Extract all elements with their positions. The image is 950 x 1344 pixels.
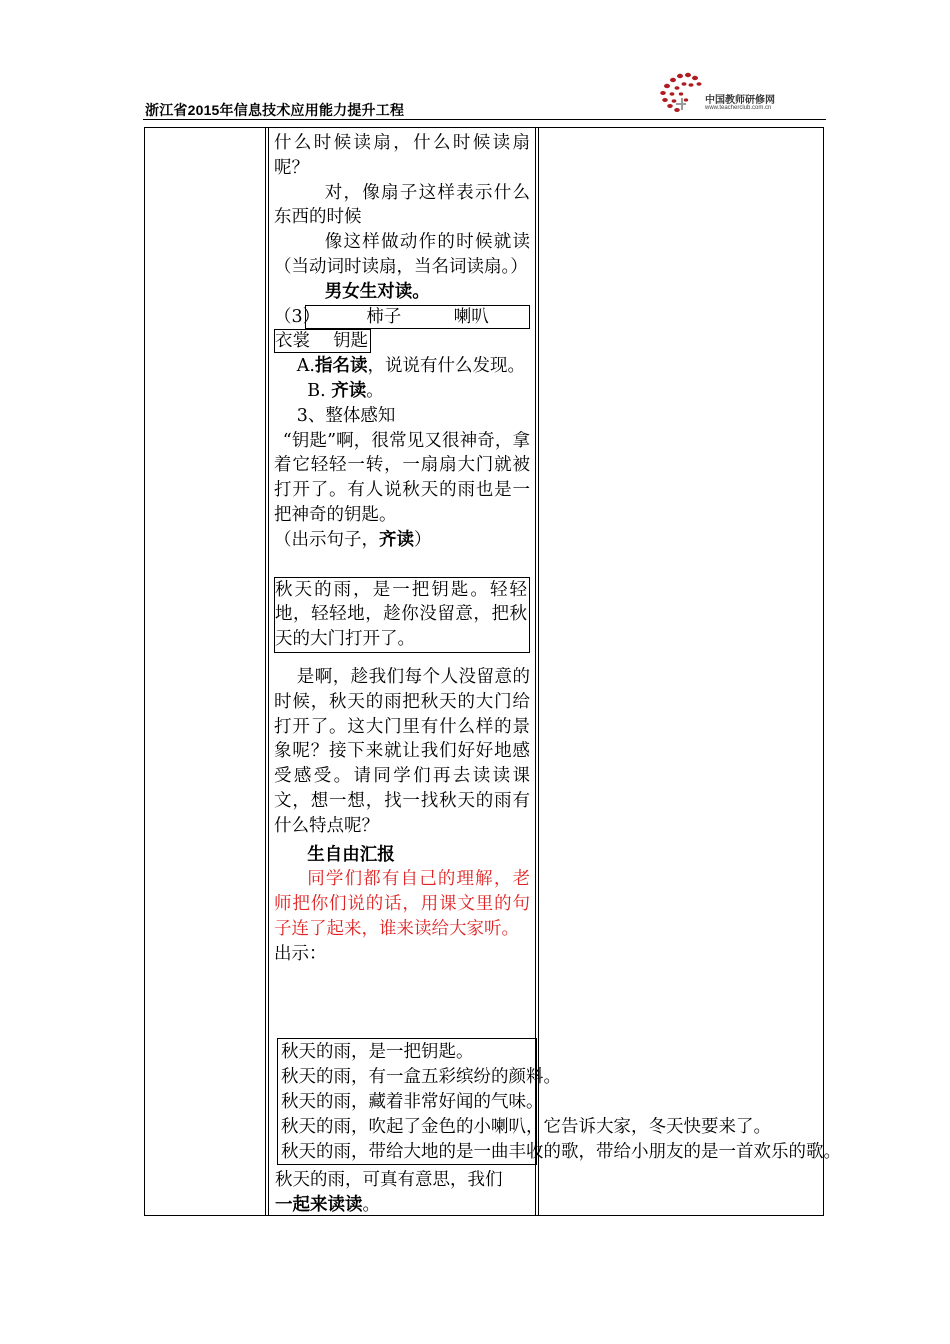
sentence-line: 秋天的雨，吹起了金色的小喇叭，它告诉大家，冬天快要来了。 <box>281 1117 771 1137</box>
lesson-paragraph <box>274 528 530 553</box>
logo-name: 中国教师研修网 <box>705 95 775 106</box>
lesson-paragraph: 像这样做动作的时候就读（当动词时读扇，当名词读扇。） <box>274 232 530 277</box>
word-box: 衣裳 钥匙 <box>274 329 371 353</box>
closing-line: 秋天的雨，可真有意思，我们 <box>275 1170 503 1190</box>
table-column-divider <box>268 127 269 1216</box>
text-run: ，说说有什么发现。 <box>367 356 525 377</box>
sentence-line: 秋天的雨，是一把钥匙。 <box>281 1042 474 1062</box>
text-run: 。 <box>366 380 384 401</box>
item-label: A. <box>296 356 315 377</box>
section-heading: 3、整体感知 <box>296 405 396 426</box>
item-number: （3） <box>274 306 321 327</box>
word-group <box>274 329 530 354</box>
show-label: 出示： <box>274 943 327 964</box>
lesson-paragraph: 什么时候读扇，什么时候读扇呢？ <box>274 133 530 178</box>
sentence-line: 秋天的雨，有一盒五彩缤纷的颜料。 <box>281 1067 561 1087</box>
spacer <box>274 553 530 577</box>
teacher-remark: 同学们都有自己的理解，老师把你们说的话，用课文里的句子连了起来，谁来读给大家听。 <box>274 869 530 939</box>
sentence-line: 秋天的雨，藏着非常好闻的气味。 <box>281 1092 544 1112</box>
text-run: （出示句子， <box>274 529 379 550</box>
table-column-divider <box>538 127 539 1216</box>
text-run: 。 <box>362 1195 380 1215</box>
spacer <box>274 653 530 665</box>
lesson-paragraph: “钥匙”啊，很常见又很神奇，拿着它轻轻一转，一扇扇大门就被打开了。有人说秋天的雨也是一把神奇的钥匙。 <box>274 430 530 525</box>
lesson-paragraph: 是啊，趁我们每个人没留意的时候，秋天的雨把秋天的大门给打开了。这大门里有什么样的景象呢？接下来就让我们好好地感受感受。请同学们再去读读课文，想一想，找一找秋天的雨有什么特点呢？ <box>274 666 530 836</box>
activity-heading: 男女生对读。 <box>324 281 430 302</box>
lesson-paragraph <box>274 379 530 404</box>
text-run: ） <box>414 529 432 550</box>
item-label: B. <box>307 380 332 401</box>
closing-line <box>275 1193 380 1218</box>
header-title: 浙江省2015年信息技术应用能力提升工程 <box>145 102 405 118</box>
word-box: 柿子 喇叭 <box>305 305 530 330</box>
lesson-paragraph <box>274 354 530 379</box>
table-column-divider <box>265 127 266 1216</box>
word-group <box>274 305 530 330</box>
bold-text: 齐读 <box>379 529 414 550</box>
sentence-line: 秋天的雨，带给大地的是一曲丰收的歌，带给小朋友的是一首欢乐的歌。 <box>281 1142 841 1162</box>
sentence-box: 秋天的雨，是一把钥匙。轻轻地，轻轻地，趁你没留意，把秋天的大门打开了。 <box>274 577 530 653</box>
bold-text: 齐读 <box>331 380 367 401</box>
activity-heading: 生自由汇报 <box>307 844 395 865</box>
lesson-content <box>274 131 530 967</box>
logo-url: www.teacherclub.com.cn <box>705 105 772 111</box>
bold-text: 指名读 <box>314 356 368 377</box>
bold-text: 一起来读读 <box>275 1195 363 1215</box>
lesson-paragraph: 对，像扇子这样表示什么东西的时候 <box>274 182 530 228</box>
